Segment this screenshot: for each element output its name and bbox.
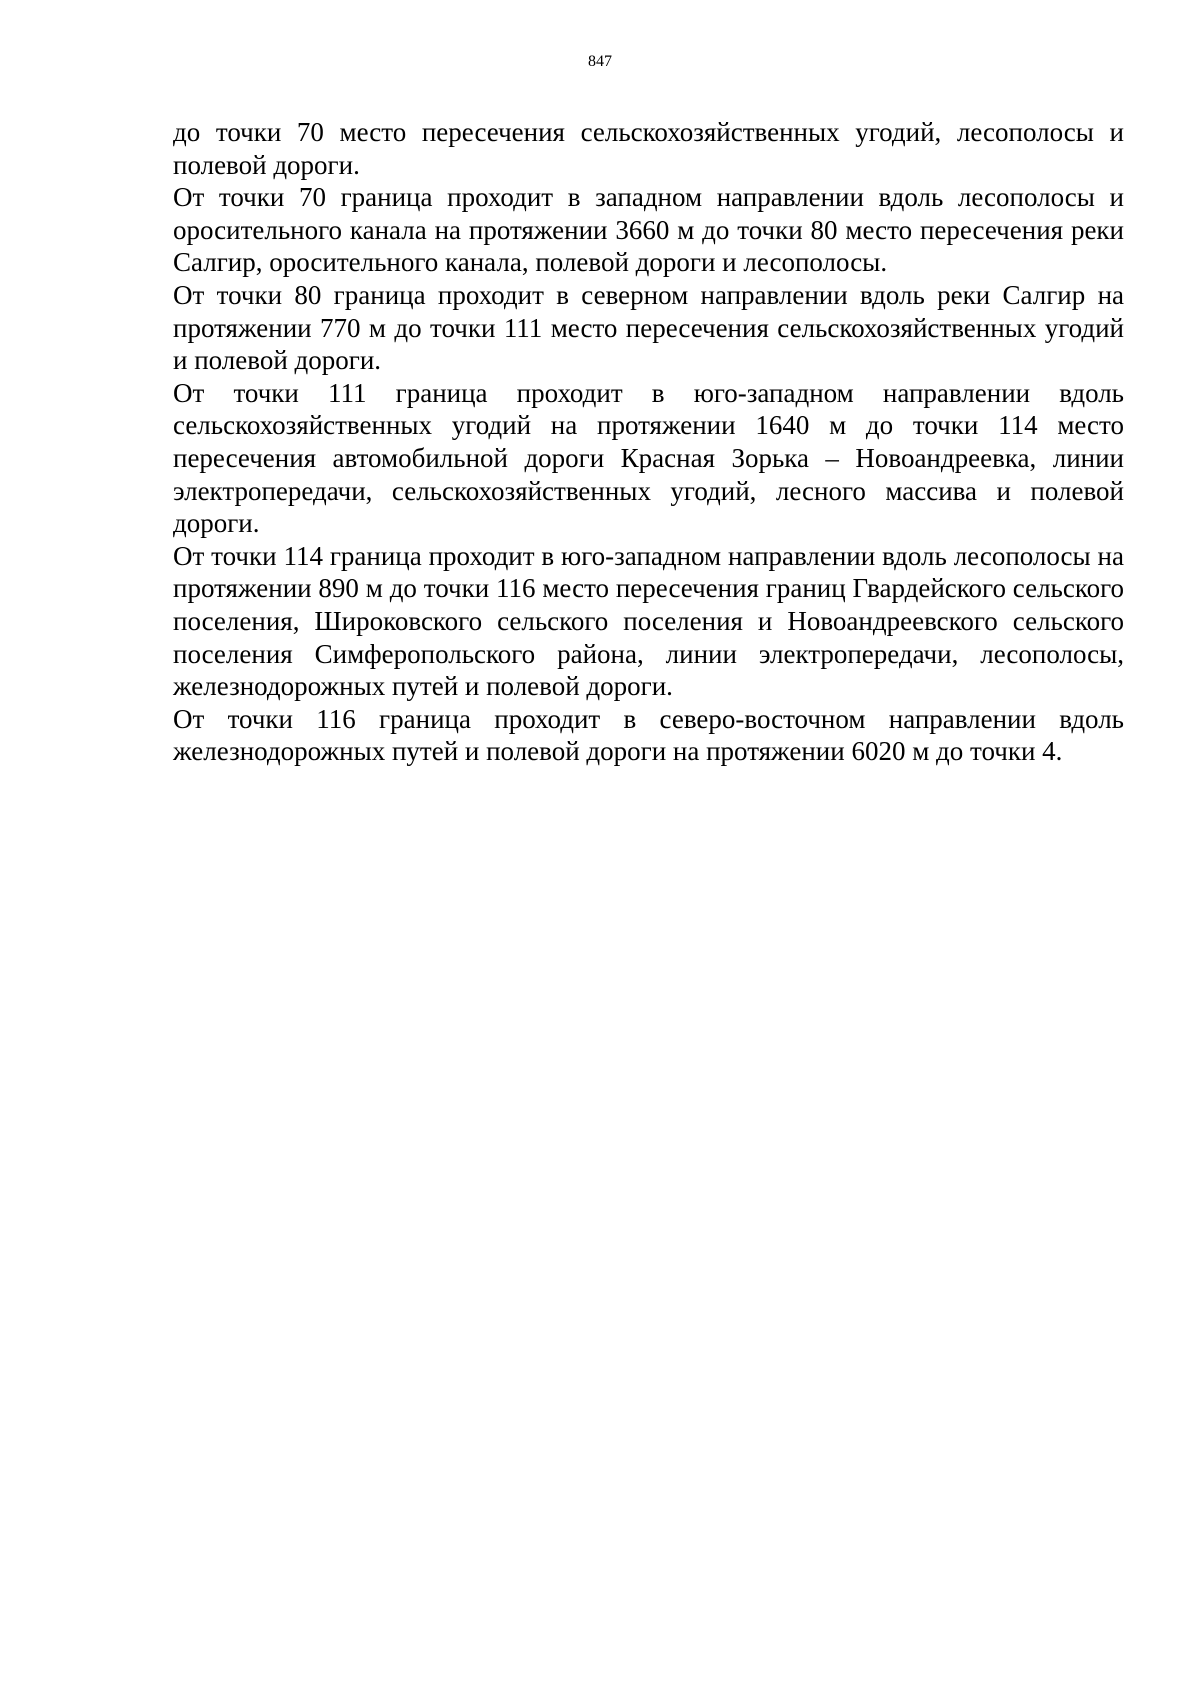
paragraph-point-114: От точки 114 граница проходит в юго-западном направлении вдоль лесополосы на протяжении 890 м до точки 116 место пересечения границ Гвардейского сельского поселения, Широковского сельского поселения и Новоандреевского сельского поселения Симферопольского района, линии электропередачи, лесополосы, железнодорожных путей и полевой дороги. [173, 540, 1124, 702]
paragraph-point-80: От точки 80 граница проходит в северном направлении вдоль реки Салгир на протяжении 770 м до точки 111 место пересечения сельскохозяйственных угодий и полевой дороги. [173, 279, 1124, 376]
document-body [173, 116, 1124, 768]
paragraph-continuation: до точки 70 место пересечения сельскохозяйственных угодий, лесополосы и полевой дороги. [173, 117, 1124, 180]
paragraph-point-70: От точки 70 граница проходит в западном направлении вдоль лесополосы и оросительного канала на протяжении 3660 м до точки 80 место пересечения реки Салгир, оросительного канала, полевой дороги и лесополосы. [173, 182, 1124, 278]
page-number: 847 [588, 53, 612, 70]
paragraph-point-116: От точки 116 граница проходит в северо-восточном направлении вдоль железнодорожных путей и полевой дороги на протяжении 6020 м до точки 4. [173, 703, 1124, 767]
paragraph-point-111: От точки 111 граница проходит в юго-западном направлении вдоль сельскохозяйственных угодий на протяжении 1640 м до точки 114 место пересечения автомобильной дороги Красная Зорька – Новоандреевка, линии электропередачи, сельскохозяйственных угодий, лесного массива и полевой дороги. [173, 377, 1124, 539]
